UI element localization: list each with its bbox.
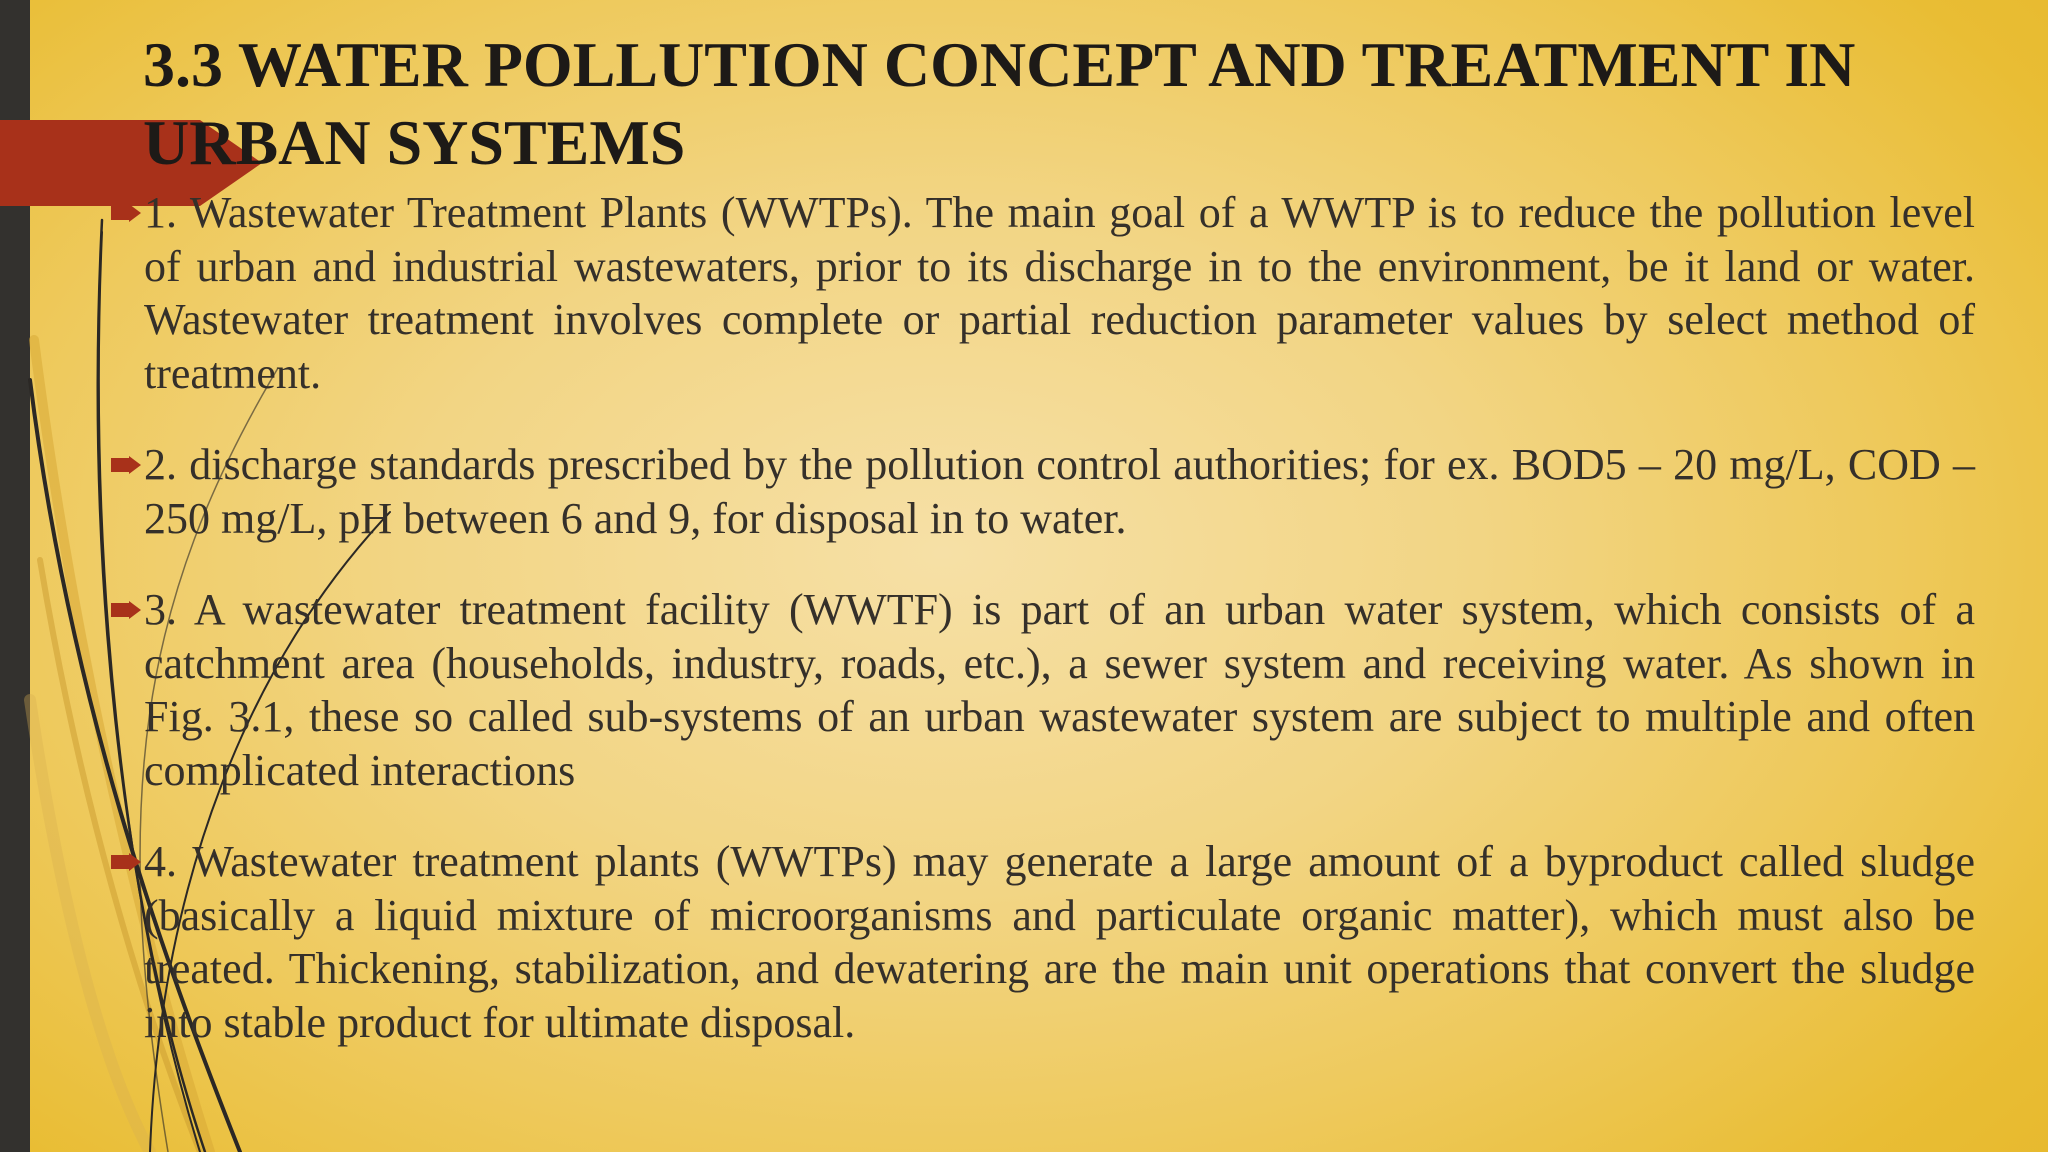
bullet-text: 4. Wastewater treatment plants (WWTPs) may generate a large amount of a byproduct called sludge (basically a liquid mixture of microorganisms and particulate organic matter), which must also be treated. Thickening, stabilization, and dewatering are the main unit operations that convert the sludge into stable product for ultimate disposal. xyxy=(144,837,1975,1047)
arrow-right-icon xyxy=(111,456,141,474)
bullet-item xyxy=(111,583,1975,797)
bullet-item xyxy=(111,186,1975,400)
bullet-text: 1. Wastewater Treatment Plants (WWTPs). The main goal of a WWTP is to reduce the pollution level of urban and industrial wastewaters, prior to its discharge in to the environment, be it land or water. Wastewater treatment involves complete or partial reduction parameter values by select method of treatment. xyxy=(144,188,1975,398)
bullet-list xyxy=(111,186,1975,1087)
bullet-item xyxy=(111,835,1975,1049)
bullet-item xyxy=(111,438,1975,545)
bullet-text: 3. A wastewater treatment facility (WWTF) is part of an urban water system, which consists of a catchment area (households, industry, roads, etc.), a sewer system and receiving water. As shown in Fig. 3.1, these so called sub-systems of an urban wastewater system are subject to multiple and often complicated interactions xyxy=(144,585,1975,795)
arrow-right-icon xyxy=(111,853,141,871)
slide-title: 3.3 WATER POLLUTION CONCEPT AND TREATMENT IN URBAN SYSTEMS xyxy=(143,29,1856,178)
arrow-right-icon xyxy=(111,204,141,222)
bullet-text: 2. discharge standards prescribed by the pollution control authorities; for ex. BOD5 – 20 mg/L, COD – 250 mg/L, pH between 6 and 9, for disposal in to water. xyxy=(144,440,1975,543)
arrow-right-icon xyxy=(111,601,141,619)
